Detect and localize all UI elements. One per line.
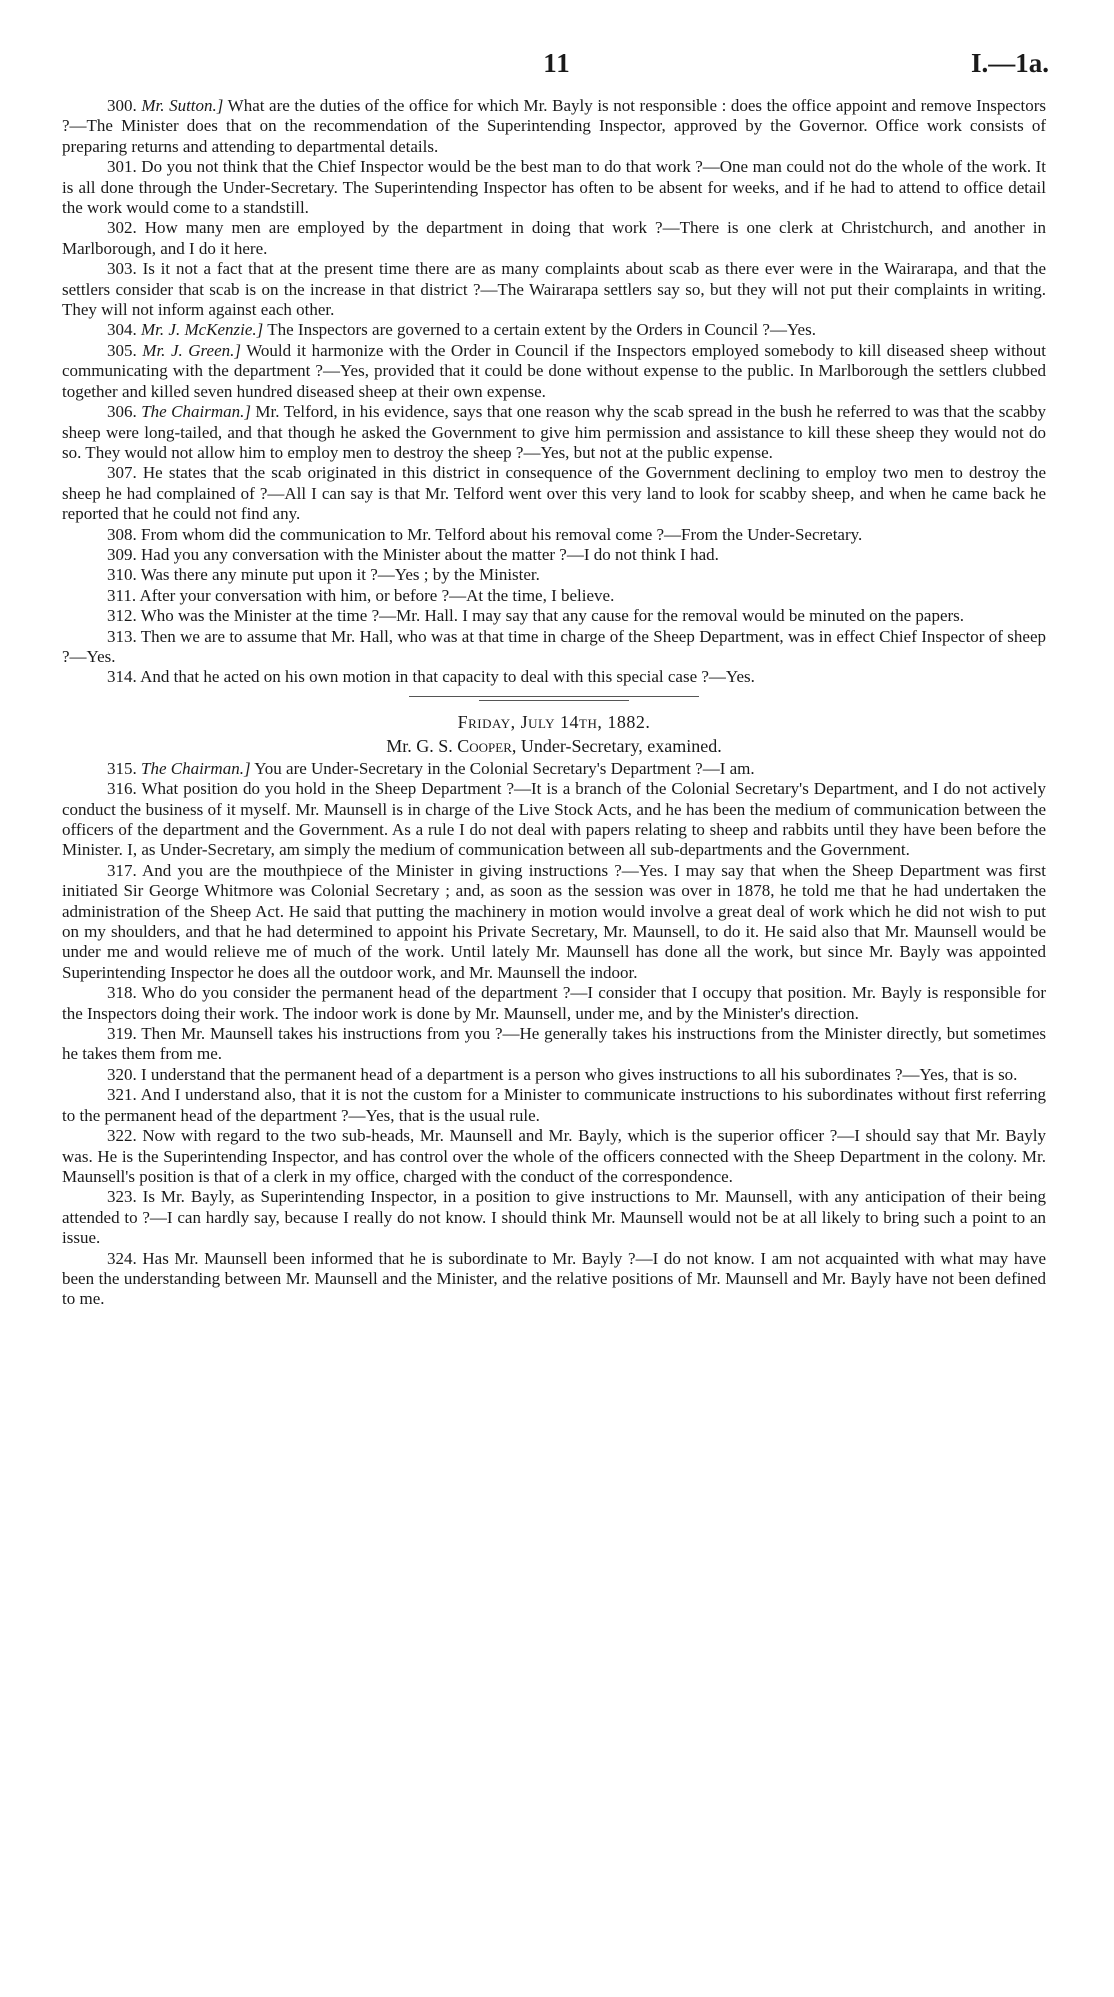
question-number: 312. — [107, 606, 137, 626]
question-number: 315. — [107, 758, 137, 778]
question-text: What position do you hold in the Sheep Department ?—It is a branch of the Colonial Secretary's Department, and I do not actively conduct the business of it myself. Mr. Maunsell is in charge of the Live Stock Acts, and he has been the medium of communication between the officers of the department and the Government. As a rule I do not deal with papers relating to sheep and rabbits until they have been before the Minister. I, as Under-Secretary, am simply the medium of communication between all sub-departments and the Government. — [62, 779, 1046, 860]
question-entry — [62, 983, 1046, 1024]
question-text: I understand that the permanent head of a department is a person who gives instructions to all his subordinates ?—Yes, that is so. — [141, 1064, 1018, 1084]
question-number: 302. — [107, 218, 137, 238]
question-entry — [62, 667, 1046, 687]
evidence-part-2 — [62, 759, 1046, 1310]
question-text: After your conversation with him, or before ?—At the time, I believe. — [139, 585, 615, 605]
evidence-body — [62, 96, 1046, 1310]
question-number: 308. — [107, 524, 137, 544]
question-entry — [62, 545, 1046, 565]
question-text: He states that the scab originated in this district in consequence of the Government declining to employ two men to destroy the sheep he had complained of ?—All I can say is that Mr. Telford went over this very land to look for scabby sheep, and when he came back he reported that he could not find any. — [62, 463, 1046, 524]
question-entry — [62, 1085, 1046, 1126]
question-text: Had you any conversation with the Minister about the matter ?—I do not think I had. — [141, 544, 719, 564]
question-number: 314. — [107, 667, 137, 687]
question-entry — [62, 1024, 1046, 1065]
question-text: Then Mr. Maunsell takes his instructions from you ?—He generally takes his instructions from the Minister directly, but sometimes he takes them from me. — [62, 1024, 1046, 1064]
question-text: Do you not think that the Chief Inspector would be the best man to do that work ?—One man could not do the whole of the work. It is all done through the Under-Secretary. The Superintending Inspector has often to be absent for weeks, and if he had to attend to office detail the work would come to a standstill. — [62, 157, 1047, 218]
question-text: And you are the mouthpiece of the Minister in giving instructions ?—Yes. I may say that when the Sheep Department was first initiated Sir George Whitmore was Colonial Secretary ; and, as soon as the session was over in 1878, he told me that he had undertaken the administration of the Sheep Act. He said that putting the machinery in motion would involve a great deal of work which he did not wish to put on my shoulders, and that he had determined to appoint his Private Secretary, Mr. Maunsell, to do it. He said also that Mr. Maunsell would be under me and would relieve me of much of the work. Until lately Mr. Maunsell has done all the work, but since Mr. Bayly was appointed Superintending Inspector he does all the outdoor work, and Mr. Maunsell the indoor. — [62, 860, 1046, 982]
question-entry — [62, 606, 1046, 626]
evidence-part-1 — [62, 96, 1046, 688]
section-witness — [62, 735, 1046, 757]
question-number: 300. — [107, 96, 137, 115]
question-entry — [62, 341, 1046, 402]
question-text: Was there any minute put upon it ?—Yes ; by the Minister. — [140, 565, 540, 585]
question-number: 303. — [107, 259, 137, 279]
question-entry — [62, 259, 1046, 320]
question-number: 320. — [107, 1064, 137, 1084]
page-number: 11 — [543, 48, 571, 78]
question-number: 313. — [107, 626, 137, 646]
question-entry — [62, 1065, 1046, 1085]
question-number: 311. — [107, 585, 137, 605]
question-number: 310. — [107, 565, 137, 585]
question-number: 321. — [107, 1085, 137, 1105]
question-number: 324. — [107, 1248, 137, 1268]
document-reference: I.—1a. — [970, 48, 1049, 78]
question-number: 306. — [107, 402, 137, 422]
question-entry — [62, 627, 1046, 668]
question-entry — [62, 402, 1046, 463]
question-text: Who was the Minister at the time ?—Mr. Hall. I may say that any cause for the removal would be minuted on the papers. — [140, 606, 965, 626]
question-text: You are Under-Secretary in the Colonial Secretary's Department ?—I am. — [250, 758, 755, 778]
speaker-name: Mr. J. Green.] — [142, 340, 241, 360]
question-text: Mr. Telford, in his evidence, says that one reason why the scab spread in the bush he referred to was that the scabby sheep were long-tailed, and that though he asked the Government to give him permission and assistance to kill these sheep they would not do so. They would not allow him to employ men to destroy the sheep ?—Yes, but not at the public expense. — [62, 402, 1047, 462]
question-entry — [62, 1126, 1046, 1187]
question-number: 323. — [107, 1187, 137, 1207]
witness-name: Cooper — [457, 735, 512, 756]
question-entry — [62, 861, 1046, 983]
question-entry — [62, 1249, 1046, 1310]
question-number: 322. — [107, 1126, 137, 1146]
question-text: The Inspectors are governed to a certain extent by the Orders in Council ?—Yes. — [263, 320, 816, 340]
question-text: And that he acted on his own motion in that capacity to deal with this special case ?—Yes. — [140, 667, 755, 687]
question-text: How many men are employed by the department in doing that work ?—There is one clerk at Christchurch, and another in Marlborough, and I do it here. — [62, 218, 1047, 258]
witness-suffix: , Under-Secretary, examined. — [511, 735, 722, 756]
witness-prefix: Mr. G. S. — [386, 735, 458, 756]
speaker-name: Mr. Sutton.] — [141, 96, 224, 115]
question-number: 307. — [107, 463, 137, 483]
section-date: Friday, July 14th, 1882. — [457, 711, 651, 732]
question-entry — [62, 320, 1046, 340]
question-entry — [62, 463, 1046, 524]
question-text: Now with regard to the two sub-heads, Mr. Maunsell and Mr. Bayly, which is the superior officer ?—I should say that Mr. Bayly was. He is the Superintending Inspector, and has control over the whole of the officers connected with the Sheep Department in the colony. Mr. Maunsell's position is that of a clerk in my office, charged with the conduct of the correspondence. — [62, 1126, 1047, 1186]
question-number: 304. — [107, 320, 137, 340]
question-entry — [62, 565, 1046, 585]
question-number: 317. — [107, 860, 137, 880]
question-entry — [62, 779, 1046, 861]
question-entry — [62, 218, 1046, 259]
speaker-name: The Chairman.] — [141, 402, 251, 422]
speaker-name: The Chairman.] — [141, 758, 251, 778]
question-text: Would it harmonize with the Order in Council if the Inspectors employed somebody to kill diseased sheep without communicating with the department ?—Yes, provided that it could be done without expense to the public. In Marlborough the settlers clubbed together and killed seven hundred diseased sheep at their own expense. — [62, 340, 1047, 401]
question-text: Is Mr. Bayly, as Superintending Inspector, in a position to give instructions to Mr. Maunsell, with any anticipation of their being attended to ?—I can hardly say, because I really do not know. I should think Mr. Maunsell would not be at all likely to bring such a point to an issue. — [62, 1187, 1046, 1248]
speaker-name: Mr. J. McKenzie.] — [141, 320, 264, 340]
question-entry — [62, 1187, 1046, 1248]
question-number: 319. — [107, 1024, 137, 1044]
question-entry — [62, 525, 1046, 545]
page-header — [0, 48, 1114, 88]
question-number: 305. — [107, 340, 137, 360]
question-number: 318. — [107, 983, 137, 1003]
question-text: Is it not a fact that at the present time there are as many complaints about scab as there ever were in the Wairarapa, and that the settlers consider that scab is on the increase in that district ?—The Wairarapa settlers say so, but they will not put their complaints in writing. They will not inform against each other. — [62, 259, 1046, 320]
question-entry — [62, 157, 1046, 218]
question-text: Then we are to assume that Mr. Hall, who was at that time in charge of the Sheep Department, was in effect Chief Inspector of sheep ?—Yes. — [62, 626, 1046, 666]
question-number: 301. — [107, 157, 137, 177]
question-text: Has Mr. Maunsell been informed that he is subordinate to Mr. Bayly ?—I do not know. I am not acquainted with what may have been the understanding between Mr. Maunsell and the Minister, and the relative positions of Mr. Maunsell and Mr. Bayly have not been defined to me. — [62, 1248, 1047, 1309]
question-text: From whom did the communication to Mr. Telford about his removal come ?—From the Under-Secretary. — [141, 524, 863, 544]
question-entry — [62, 586, 1046, 606]
question-entry — [62, 96, 1046, 157]
section-divider — [409, 696, 699, 698]
question-text: And I understand also, that it is not the custom for a Minister to communicate instructions to his subordinates without first referring to the permanent head of the department ?—Yes, that is the usual rule. — [62, 1085, 1046, 1125]
question-text: Who do you consider the permanent head of the department ?—I consider that I occupy that position. Mr. Bayly is responsible for the Inspectors doing their work. The indoor work is done by Mr. Maunsell, under me, and by the Minister's direction. — [62, 983, 1046, 1023]
question-number: 309. — [107, 544, 137, 564]
question-text: What are the duties of the office for which Mr. Bayly is not responsible : does the office appoint and remove Inspectors ?—The Minister does that on the recommendation of the Superintending Inspector, approved by the Governor. Office work consists of preparing returns and attending to departmental details. — [62, 96, 1047, 156]
question-entry — [62, 759, 1046, 779]
question-number: 316. — [107, 779, 137, 799]
